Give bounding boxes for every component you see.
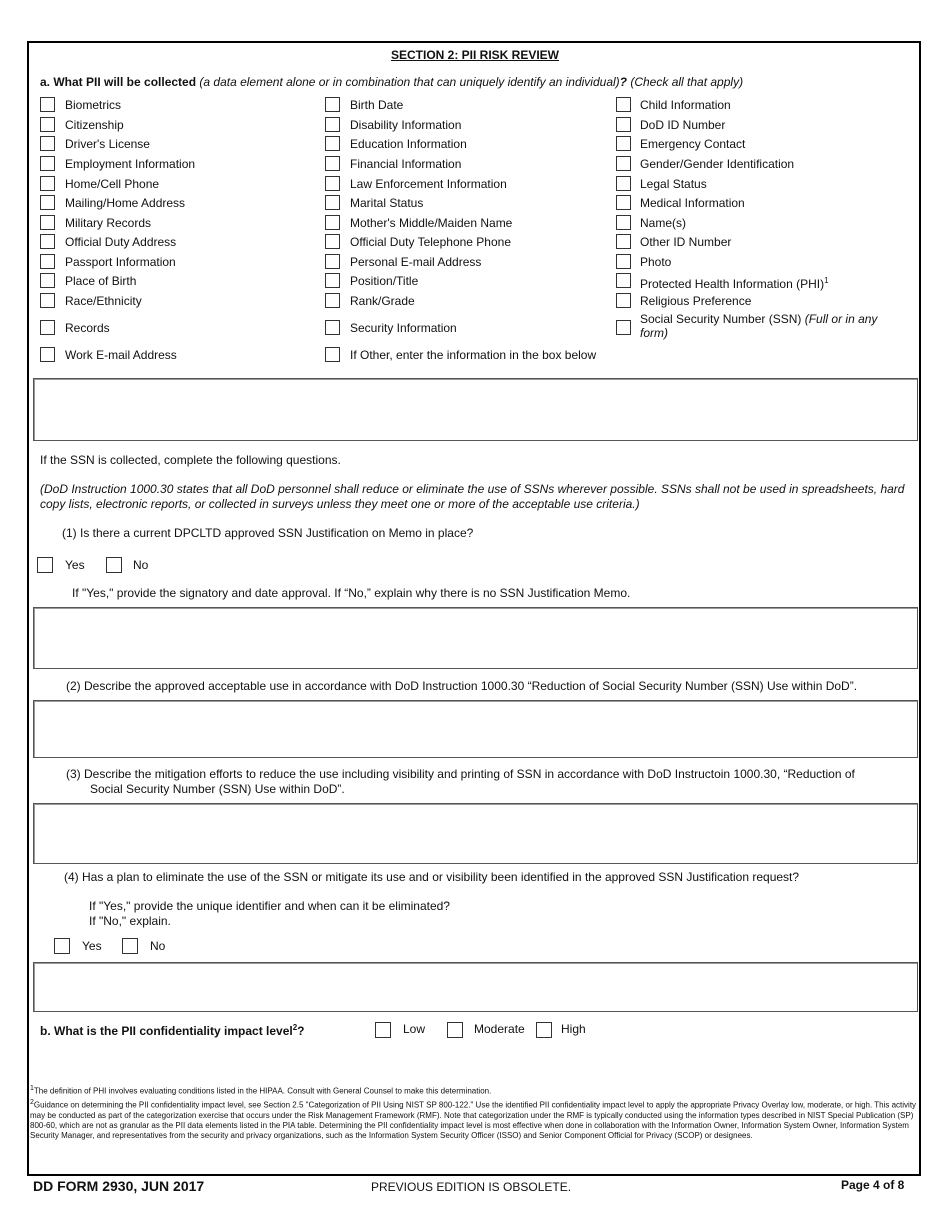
pii-checkbox-legal-status[interactable]: [616, 176, 631, 191]
pii-checkbox-security-information[interactable]: [325, 320, 340, 335]
ssn-intro: If the SSN is collected, complete the following questions.: [40, 453, 341, 467]
pii-label-legal-status: Legal Status: [640, 177, 707, 191]
footnote-1: $^1$The definition of PHI involves evaluating conditions listed in the HIPAA. Consult with General Counsel to make this determination.: [30, 1085, 492, 1096]
pii-label-personal-e-mail-address: Personal E-mail Address: [350, 255, 482, 269]
pii-checkbox-photo[interactable]: [616, 254, 631, 269]
pii-label-official-duty-telephone-phone: Official Duty Telephone Phone: [350, 235, 511, 249]
impact-low-checkbox[interactable]: [375, 1022, 391, 1038]
pii-checkbox-passport-information[interactable]: [40, 254, 55, 269]
pii-checkbox-child-information[interactable]: [616, 97, 631, 112]
pii-checkbox-rank-grade[interactable]: [325, 293, 340, 308]
pii-label-if-other-enter-the-information-in-the-box-below: If Other, enter the information in the box below: [350, 348, 597, 362]
pii-checkbox-position-title[interactable]: [325, 273, 340, 288]
pii-checkbox-military-records[interactable]: [40, 215, 55, 230]
q1-explanation-textbox[interactable]: [33, 607, 918, 669]
pii-label-work-e-mail-address: Work E-mail Address: [65, 348, 177, 362]
pii-checkbox-race-ethnicity[interactable]: [40, 293, 55, 308]
pii-label-marital-status: Marital Status: [350, 196, 424, 210]
pii-checkbox-dod-id-number[interactable]: [616, 117, 631, 132]
pii-label-race-ethnicity: Race/Ethnicity: [65, 294, 142, 308]
pii-checkbox-financial-information[interactable]: [325, 156, 340, 171]
pii-checkbox-law-enforcement-information[interactable]: [325, 176, 340, 191]
q4-yes-instructions: If "Yes," provide the unique identifier and when can it be eliminated?: [89, 899, 450, 913]
q2-text: (2) Describe the approved acceptable use in accordance with DoD Instruction 1000.30 “Reduction of Social Security Number (SSN) Use within DoD”.: [66, 679, 858, 693]
pii-label-gender-gender-identification: Gender/Gender Identification: [640, 157, 795, 171]
other-info-textbox[interactable]: [33, 378, 918, 441]
pii-label-official-duty-address: Official Duty Address: [65, 235, 177, 249]
pii-label-emergency-contact: Emergency Contact: [640, 137, 746, 151]
pii-label-dod-id-number: DoD ID Number: [640, 118, 726, 132]
ssn-note: (DoD Instruction 1000.30 states that all DoD personnel shall reduce or eliminate the use of SSNs wherever possible. SSNs shall not be used in spreadsheets, hard copy lists, electronic reports, or collected in surveys unless they meet one or more of the acceptable use criteria.): [40, 482, 905, 511]
question-b: b. What is the PII confidentiality impact level$^2$?: [40, 1023, 305, 1038]
pii-label-protected-health-information-phi: [640, 274, 829, 291]
pii-checkbox-personal-e-mail-address[interactable]: [325, 254, 340, 269]
pii-label-social-security-number-ssn: [640, 312, 900, 340]
pii-checkbox-citizenship[interactable]: [40, 117, 55, 132]
pii-label-biometrics: Biometrics: [65, 98, 122, 112]
pii-label-home-cell-phone: Home/Cell Phone: [65, 177, 160, 191]
phi-footnote-marker: 1: [824, 276, 829, 285]
pii-label-medical-information: Medical Information: [640, 196, 745, 210]
q1-no-checkbox[interactable]: [106, 557, 122, 573]
q4-no-label: No: [150, 939, 166, 953]
question-a: a. What PII will be collected (a data element alone or in combination that can uniquely identify an individual)? (Check all that apply): [40, 75, 744, 89]
pii-checkbox-place-of-birth[interactable]: [40, 273, 55, 288]
pii-checkbox-mother-s-middle-maiden-name[interactable]: [325, 215, 340, 230]
pii-label-mailing-home-address: Mailing/Home Address: [65, 196, 186, 210]
phi-label-text: Protected Health Information (PHI): [640, 277, 825, 291]
pii-checkbox-protected-health-information-phi[interactable]: [616, 273, 631, 288]
pii-label-mother-s-middle-maiden-name: Mother's Middle/Maiden Name: [350, 216, 513, 230]
pii-checkbox-records[interactable]: [40, 320, 55, 335]
footnote-2: $^2$Guidance on determining the PII confidentiality impact level, see Section 2.5 "Categorization of PII Using NIST SP 800-122." Use the identified PII confidentiality impact level to apply the appropriate Privacy Overlay low, moderate, or high. This activity may be conducted as part of the categorization exercise that occurs under the Risk Management Framework (RMF). Note that categorization under the RMF is typically conducted using the information types described in NIST Special Publication (SP) 800-60, which are not as granular as the PII data elements listed in the PIA table. Determining the PII confidentiality impact level is most effective when done in collaboration with the Information Owner, Information System Owner, Information System Security Manager, and representatives from the security and privacy organizations, such as the Information System Security Officer (ISSO) and Senior Component Official for Privacy (SCOP) or designees.: [30, 1099, 917, 1140]
pii-label-security-information: Security Information: [350, 321, 457, 335]
q2-textbox[interactable]: [33, 700, 918, 758]
q4-no-instructions: If "No," explain.: [89, 914, 171, 928]
pii-checkbox-driver-s-license[interactable]: [40, 136, 55, 151]
pii-label-driver-s-license: Driver's License: [65, 137, 150, 151]
pii-checkbox-name-s[interactable]: [616, 215, 631, 230]
q4-text: (4) Has a plan to eliminate the use of the SSN or mitigate its use and or visibility been identified in the approved SSN Justification request?: [64, 870, 800, 884]
pii-checkbox-official-duty-address[interactable]: [40, 234, 55, 249]
q1-text: (1) Is there a current DPCLTD approved SSN Justification on Memo in place?: [62, 526, 474, 540]
pii-label-records: Records: [65, 321, 110, 335]
pii-checkbox-home-cell-phone[interactable]: [40, 176, 55, 191]
pii-checkbox-other-id-number[interactable]: [616, 234, 631, 249]
pii-label-photo: Photo: [640, 255, 672, 269]
pii-checkbox-if-other-enter-the-information-in-the-box-below[interactable]: [325, 347, 340, 362]
pii-checkbox-disability-information[interactable]: [325, 117, 340, 132]
pii-label-religious-preference: Religious Preference: [640, 294, 752, 308]
q1-yes-checkbox[interactable]: [37, 557, 53, 573]
q4-textbox[interactable]: [33, 962, 918, 1012]
pii-checkbox-official-duty-telephone-phone[interactable]: [325, 234, 340, 249]
pii-checkbox-biometrics[interactable]: [40, 97, 55, 112]
pii-label-education-information: Education Information: [350, 137, 467, 151]
impact-moderate-checkbox[interactable]: [447, 1022, 463, 1038]
pii-label-employment-information: Employment Information: [65, 157, 196, 171]
pii-label-military-records: Military Records: [65, 216, 152, 230]
impact-moderate-label: Moderate: [474, 1022, 525, 1036]
pii-label-rank-grade: Rank/Grade: [350, 294, 415, 308]
q1-yes-label: Yes: [65, 558, 85, 572]
form-id: DD FORM 2930, JUN 2017: [33, 1178, 205, 1194]
pii-checkbox-gender-gender-identification[interactable]: [616, 156, 631, 171]
pii-label-passport-information: Passport Information: [65, 255, 176, 269]
pii-label-disability-information: Disability Information: [350, 118, 462, 132]
pii-label-name-s: Name(s): [640, 216, 687, 230]
q3-text-line2: Social Security Number (SSN) Use within DoD”.: [90, 782, 345, 796]
pii-checkbox-social-security-number-ssn[interactable]: [616, 320, 631, 335]
page-number: Page 4 of 8: [841, 1178, 905, 1192]
pii-checkbox-mailing-home-address[interactable]: [40, 195, 55, 210]
pii-label-birth-date: Birth Date: [350, 98, 404, 112]
pii-label-child-information: Child Information: [640, 98, 731, 112]
pii-checkbox-religious-preference[interactable]: [616, 293, 631, 308]
obsolete-notice: PREVIOUS EDITION IS OBSOLETE.: [371, 1180, 572, 1194]
pii-checkbox-employment-information[interactable]: [40, 156, 55, 171]
ssn-label-text: Social Security Number (SSN): [640, 312, 802, 326]
section-title: SECTION 2: PII RISK REVIEW: [390, 48, 560, 62]
ssn-label-italic: (Full or in any form): [640, 312, 878, 340]
impact-low-label: Low: [403, 1022, 426, 1036]
q3-text-line1: (3) Describe the mitigation efforts to reduce the use including visibility and printing of SSN in accordance with DoD Instructoin 1000.30, “Reduction of: [66, 767, 855, 781]
pii-checkbox-birth-date[interactable]: [325, 97, 340, 112]
pii-checkbox-education-information[interactable]: [325, 136, 340, 151]
q4-yes-checkbox[interactable]: [54, 938, 70, 954]
q4-no-checkbox[interactable]: [122, 938, 138, 954]
q1-no-label: No: [133, 558, 149, 572]
impact-high-label: High: [561, 1022, 586, 1036]
pii-label-financial-information: Financial Information: [350, 157, 462, 171]
pii-label-place-of-birth: Place of Birth: [65, 274, 137, 288]
q3-textbox[interactable]: [33, 803, 918, 864]
pii-label-law-enforcement-information: Law Enforcement Information: [350, 177, 507, 191]
pii-label-other-id-number: Other ID Number: [640, 235, 732, 249]
q4-yes-label: Yes: [82, 939, 102, 953]
impact-high-checkbox[interactable]: [536, 1022, 552, 1038]
pii-label-citizenship: Citizenship: [65, 118, 124, 132]
pii-label-position-title: Position/Title: [350, 274, 419, 288]
pii-checkbox-emergency-contact[interactable]: [616, 136, 631, 151]
pii-checkbox-work-e-mail-address[interactable]: [40, 347, 55, 362]
q1-followup: If "Yes," provide the signatory and date approval. If “No,” explain why there is no SSN Justification Memo.: [72, 586, 631, 600]
pii-checkbox-marital-status[interactable]: [325, 195, 340, 210]
pii-checkbox-medical-information[interactable]: [616, 195, 631, 210]
